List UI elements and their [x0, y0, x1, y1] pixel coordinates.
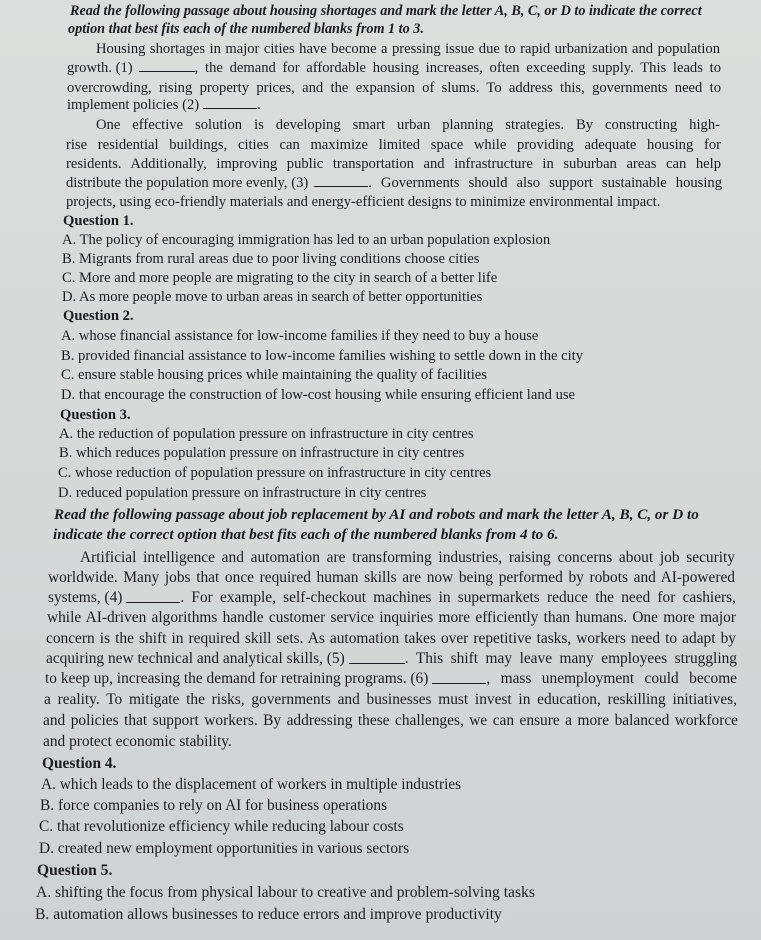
- question1-option-a[interactable]: A. The policy of encouraging immigration has led to an urban population explosion: [62, 232, 551, 248]
- question4-title: Question 4.: [42, 755, 117, 772]
- question3-option-b[interactable]: B. which reduces population pressure on infrastructure in city centres: [59, 445, 465, 461]
- question4-option-c[interactable]: C. that revolutionize efficiency while reducing labour costs: [39, 818, 404, 835]
- passage1-p2-line1: One effective solution is developing smart urban planning strategies. By constructing high-: [96, 117, 720, 133]
- passage2-line4: while AI-driven algorithms handle customer service inquiries more efficiently than humans. One more major: [47, 609, 736, 626]
- question4-option-a[interactable]: A. which leads to the displacement of workers in multiple industries: [41, 776, 462, 793]
- question2-title: Question 2.: [63, 308, 134, 324]
- question5-option-a[interactable]: A. shifting the focus from physical labour to creative and problem-solving tasks: [36, 884, 535, 901]
- question2-option-c[interactable]: C. ensure stable housing prices while maintaining the quality of facilities: [61, 367, 487, 383]
- question5-title: Question 5.: [37, 862, 113, 879]
- question1-title: Question 1.: [63, 213, 134, 229]
- section1-instruction-line2: option that best fits each of the numbered blanks from 1 to 3.: [68, 21, 424, 37]
- passage2-line7: [45, 670, 737, 688]
- passage2-line1: Artificial intelligence and automation are transforming industries, raising concerns about job security: [80, 549, 735, 566]
- question2-option-a[interactable]: A. whose financial assistance for low-income families if they need to buy a house: [61, 328, 539, 344]
- passage2-line3: [48, 589, 736, 607]
- question2-option-d[interactable]: D. that encourage the construction of low-cost housing while ensuring efficient land use: [61, 387, 576, 403]
- passage2-line6-end: . This shift may leave many employees struggling: [404, 650, 737, 667]
- passage2-line10: and protect economic stability.: [43, 733, 232, 750]
- passage2-line3-end: . For example, self-checkout machines in supermarkets reduce the need for cashiers,: [180, 589, 736, 606]
- question5-option-b[interactable]: B. automation allows businesses to reduce errors and improve productivity: [35, 906, 502, 923]
- blank-6[interactable]: [432, 670, 486, 684]
- blank-2[interactable]: [203, 96, 257, 109]
- question1-option-d[interactable]: D. As more people move to urban areas in search of better opportunities: [62, 289, 483, 305]
- section2-instruction-line1: Read the following passage about job replacement by AI and robots and mark the letter A, B, C, or D to: [54, 506, 699, 523]
- passage1-p1-line4-end: .: [257, 97, 261, 113]
- question3-option-a[interactable]: A. the reduction of population pressure on infrastructure in city centres: [59, 426, 474, 442]
- passage1-p1-line2-start: growth. (1): [67, 60, 133, 76]
- question1-option-c[interactable]: C. More and more people are migrating to the city in search of a better life: [62, 270, 498, 286]
- passage1-p2-line5: projects, using eco-friendly materials and energy-efficient designs to minimize environmental impact.: [66, 194, 661, 210]
- question4-option-d[interactable]: D. created new employment opportunities in various sectors: [39, 840, 410, 857]
- question3-option-c[interactable]: C. whose reduction of population pressure on infrastructure in city centres: [58, 465, 492, 481]
- passage2-line7-start: to keep up, increasing the demand for retraining programs. (6): [45, 670, 429, 687]
- blank-1[interactable]: [139, 59, 195, 72]
- passage1-p2-line4-start: distribute the population more evenly, (3): [66, 175, 309, 191]
- blank-3[interactable]: [314, 174, 368, 187]
- passage2-line6-start: acquiring new technical and analytical skills, (5): [46, 650, 345, 667]
- passage1-p1-line2: [67, 59, 721, 77]
- question1-option-b[interactable]: B. Migrants from rural areas due to poor living conditions choose cities: [62, 251, 480, 267]
- passage2-line9: and policies that support workers. By addressing these challenges, we can ensure a more balanced workforce: [43, 712, 738, 729]
- passage2-line5: concern is the shift in required skill sets. As automation takes over repetitive tasks, workers need to adapt by: [46, 630, 736, 647]
- passage1-p2-line2: rise residential buildings, cities can maximize limited space while providing adequate housing for: [66, 137, 721, 153]
- question3-title: Question 3.: [60, 407, 131, 423]
- passage2-line8: a reality. To mitigate the risks, governments and businesses must invest in education, reskilling initiatives,: [44, 691, 737, 708]
- section2-instruction-line2: indicate the correct option that best fits each of the numbered blanks from 4 to 6.: [53, 526, 559, 543]
- passage2-line2: worldwide. Many jobs that once required human skills are now being performed by robots and AI-powered: [48, 569, 735, 586]
- passage1-p1-line4-start: implement policies (2): [67, 97, 200, 113]
- question2-option-b[interactable]: B. provided financial assistance to low-income families wishing to settle down in the city: [61, 348, 584, 364]
- passage2-line6: [46, 650, 737, 668]
- passage2-line7-end: , mass unemployment could become: [486, 670, 737, 687]
- question4-option-b[interactable]: B. force companies to rely on AI for business operations: [40, 797, 388, 814]
- passage1-p2-line4-end: . Governments should also support sustainable housing: [368, 175, 722, 191]
- passage1-p2-line3: residents. Additionally, improving public transportation and infrastructure in suburban areas can help: [66, 156, 721, 172]
- passage1-p1-line2-end: , the demand for affordable housing increases, often exceeding supply. This leads to: [194, 60, 721, 76]
- blank-4[interactable]: [126, 589, 180, 603]
- blank-5[interactable]: [349, 650, 405, 664]
- passage1-p1-line3: overcrowding, rising property prices, and the expansion of slums. To address this, governments need to: [67, 80, 721, 96]
- passage1-p1-line4: [67, 96, 261, 114]
- section1-instruction-line1: Read the following passage about housing shortages and mark the letter A, B, C, or D to indicate the correct: [70, 3, 702, 19]
- passage2-line3-start: systems, (4): [48, 589, 123, 606]
- question3-option-d[interactable]: D. reduced population pressure on infrastructure in city centres: [58, 485, 427, 501]
- passage1-p1-line1: Housing shortages in major cities have become a pressing issue due to rapid urbanization and population: [96, 41, 720, 57]
- passage1-p2-line4: [66, 174, 722, 192]
